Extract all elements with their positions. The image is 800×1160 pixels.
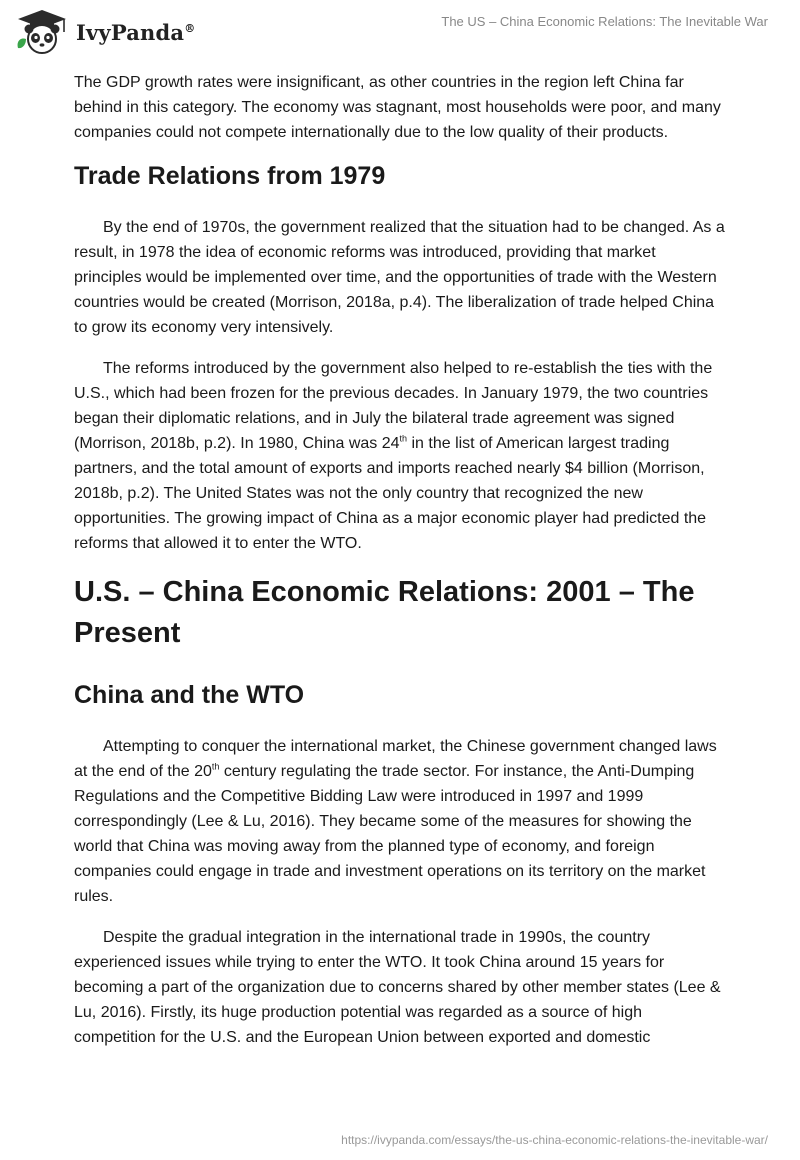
- document-title: The US – China Economic Relations: The Inevitable War: [441, 14, 768, 29]
- paragraph-ties: [74, 356, 726, 556]
- paragraph-laws: [74, 734, 726, 909]
- paragraph-integration: Despite the gradual integration in the international trade in 1990s, the country experienced issues while trying to enter the WTO. It took China around 15 years for becoming a part of the organization due to concerns shared by other member states (Lee & Lu, 2016). Firstly, its huge production potential was regarded as a source of high competition for the U.S. and the European Union between exported and domestic: [74, 929, 721, 1046]
- paragraph-laws-text-b: century regulating the trade sector. For instance, the Anti-Dumping Regulations and the Competitive Bidding Law were introduced in 1997 and 1999 correspondingly (Lee & Lu, 2016). They became some of the measures for showing the world that China was moving away from the planned type of economy, and foreign companies could engage in trade and investment operations on its territory on the market rules.: [74, 763, 706, 905]
- heading-china-wto: China and the WTO: [74, 681, 305, 709]
- panda-graduate-icon: [14, 8, 70, 56]
- source-url-link[interactable]: https://ivypanda.com/essays/the-us-china-economic-relations-the-inevitable-war/: [341, 1133, 768, 1147]
- paragraph-reforms: By the end of 1970s, the government realized that the situation had to be changed. As a result, in 1978 the idea of economic reforms was introduced, providing that market principles would be implemented over time, and the opportunities of trade with the Western countries would be created (Morrison, 2018a, p.4). The liberalization of trade helped China to grow its economy very intensively.: [74, 219, 725, 336]
- paragraph-ties-text-b: in the list of American largest trading partners, and the total amount of exports and imports reached nearly $4 billion (Morrison, 2018b, p.2). The United States was not the only country that recognized the new opportunities. The growing impact of China as a major economic player had predicted the reforms that allowed it to enter the WTO.: [74, 435, 707, 552]
- brand-name: IvyPanda®: [76, 19, 196, 45]
- heading-trade-relations: Trade Relations from 1979: [74, 162, 386, 190]
- page-header: [0, 0, 800, 70]
- heading-us-china-present: U.S. – China Economic Relations: 2001 – The Present: [74, 576, 695, 649]
- paragraph-laws-text-a: Attempting to conquer the international market, the Chinese government changed laws at the end of the 20: [74, 738, 717, 780]
- essay-content: [74, 70, 726, 1066]
- ordinal-suffix: th: [211, 761, 220, 772]
- paragraph-ties-text-a: The reforms introduced by the government also helped to re-establish the ties with the U.S., which had been frozen for the previous decades. In January 1979, the two countries began their diplomatic relations, and in July the bilateral trade agreement was signed (Morrison, 2018b, p.2). In 1980, China was 24: [74, 360, 713, 452]
- paragraph-gdp: The GDP growth rates were insignificant, as other countries in the region left China far behind in this category. The economy was stagnant, most households were poor, and many companies could not compete internationally due to the low quality of their products.: [74, 74, 721, 141]
- ordinal-suffix: th: [399, 433, 408, 444]
- brand-logo[interactable]: [14, 8, 195, 56]
